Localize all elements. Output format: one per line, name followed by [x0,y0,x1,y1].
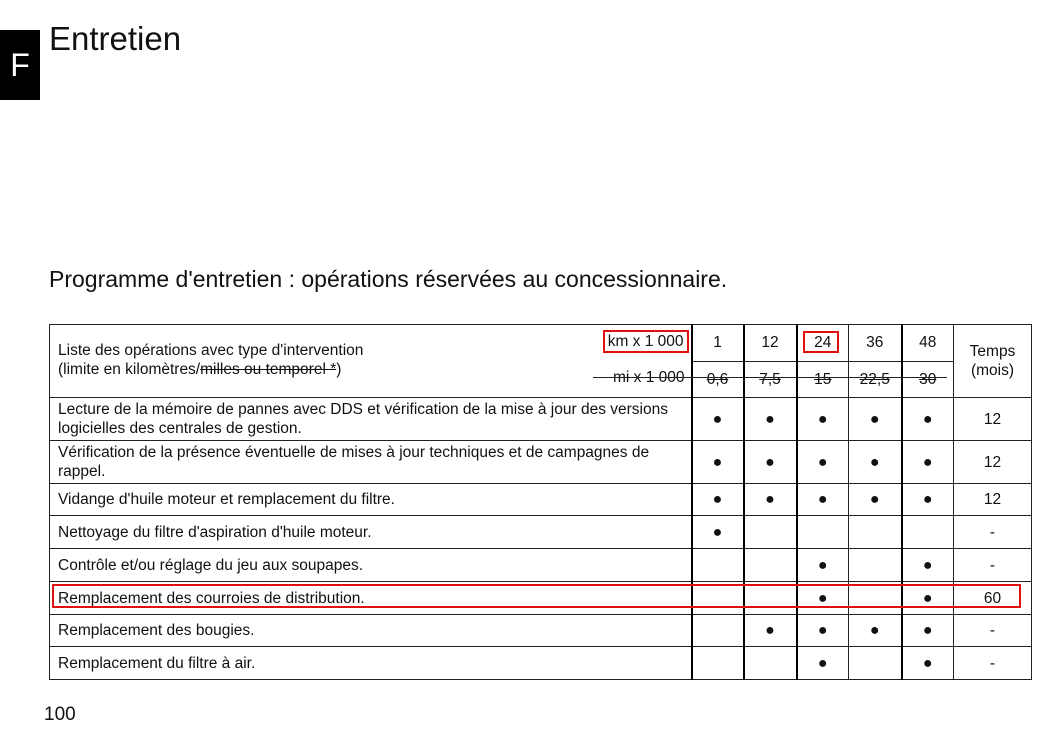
page-title: Entretien [49,20,182,57]
time-months: 12 [954,441,1032,484]
header-intro-line1: Liste des opérations avec type d'intervention [58,342,364,359]
interval-dot: ● [692,398,744,441]
interval-empty [692,647,744,680]
interval-dot: ● [744,484,797,516]
header-intro-prefix: (limite en kilomètres/ [58,361,201,378]
time-months: 12 [954,484,1032,516]
interval-empty [849,549,902,582]
interval-empty [692,582,744,615]
interval-dot: ● [849,441,902,484]
interval-dot: ● [902,484,954,516]
interval-empty [692,615,744,647]
mi-value: 15 [797,361,849,398]
table-header-description [50,325,692,398]
mi-value: 7,5 [744,361,797,398]
mi-value: 0,6 [692,361,744,398]
interval-dot: ● [797,582,849,615]
interval-dot: ● [902,398,954,441]
interval-empty [849,647,902,680]
interval-dot: ● [744,615,797,647]
operation-label: Remplacement des bougies. [50,615,692,647]
table-row [50,549,1032,582]
km-value-highlighted [797,325,849,362]
interval-dot: ● [692,484,744,516]
interval-dot: ● [797,549,849,582]
table-row [50,398,1032,441]
interval-dot: ● [797,484,849,516]
interval-empty [797,516,849,549]
operation-label: Remplacement des courroies de distribution. [50,582,692,615]
operation-label: Remplacement du filtre à air. [50,647,692,680]
interval-dot: ● [849,615,902,647]
table-header-km-row [50,325,1032,362]
maintenance-table [49,324,1032,680]
interval-empty [744,549,797,582]
interval-empty [849,516,902,549]
interval-dot: ● [902,549,954,582]
interval-dot: ● [797,398,849,441]
table-body [50,398,1032,680]
km-value: 48 [902,325,954,362]
km-value: 24 [814,334,832,352]
operation-label: Vérification de la présence éventuelle de mises à jour techniques et de campagnes de rappel. [50,441,692,484]
km-value: 12 [744,325,797,362]
table-row [50,582,1032,615]
km-label: km x 1 000 [605,332,687,351]
interval-dot: ● [902,582,954,615]
interval-dot: ● [849,398,902,441]
interval-dot: ● [797,615,849,647]
interval-empty [902,516,954,549]
km-value: 36 [849,325,902,362]
operation-label: Lecture de la mémoire de pannes avec DDS et vérification de la mise à jour des versions logicielles des centrales de gestion. [50,398,692,441]
time-months: 12 [954,398,1032,441]
operation-label: Vidange d'huile moteur et remplacement du filtre. [50,484,692,516]
km-value: 1 [692,325,744,362]
interval-dot: ● [902,441,954,484]
table-row [50,484,1032,516]
interval-empty [692,549,744,582]
page-number: 100 [44,704,76,725]
interval-dot: ● [692,516,744,549]
time-months: 60 [954,582,1032,615]
mi-value: 22,5 [849,361,902,398]
interval-empty [744,647,797,680]
time-header: Temps (mois) [954,325,1032,398]
time-months: - [954,516,1032,549]
table-row [50,647,1032,680]
interval-dot: ● [797,441,849,484]
section-title: Programme d'entretien : opérations réservées au concessionnaire. [49,266,728,292]
section-tab-f: F [0,30,40,100]
table-row [50,516,1032,549]
mi-label: mi x 1 000 [612,369,685,386]
header-intro [58,341,363,379]
table-row [50,441,1032,484]
interval-dot: ● [744,398,797,441]
interval-empty [849,582,902,615]
interval-dot: ● [849,484,902,516]
interval-dot: ● [797,647,849,680]
time-months: - [954,615,1032,647]
interval-dot: ● [902,615,954,647]
header-intro-strike: milles ou temporel * [200,361,337,378]
mi-value: 30 [902,361,954,398]
interval-dot: ● [902,647,954,680]
time-months: - [954,549,1032,582]
interval-empty [744,582,797,615]
interval-dot: ● [744,441,797,484]
interval-dot: ● [692,441,744,484]
time-months: - [954,647,1032,680]
operation-label: Nettoyage du filtre d'aspiration d'huile moteur. [50,516,692,549]
interval-empty [744,516,797,549]
table-row [50,615,1032,647]
operation-label: Contrôle et/ou réglage du jeu aux soupapes. [50,549,692,582]
header-intro-suffix: ) [336,361,342,378]
